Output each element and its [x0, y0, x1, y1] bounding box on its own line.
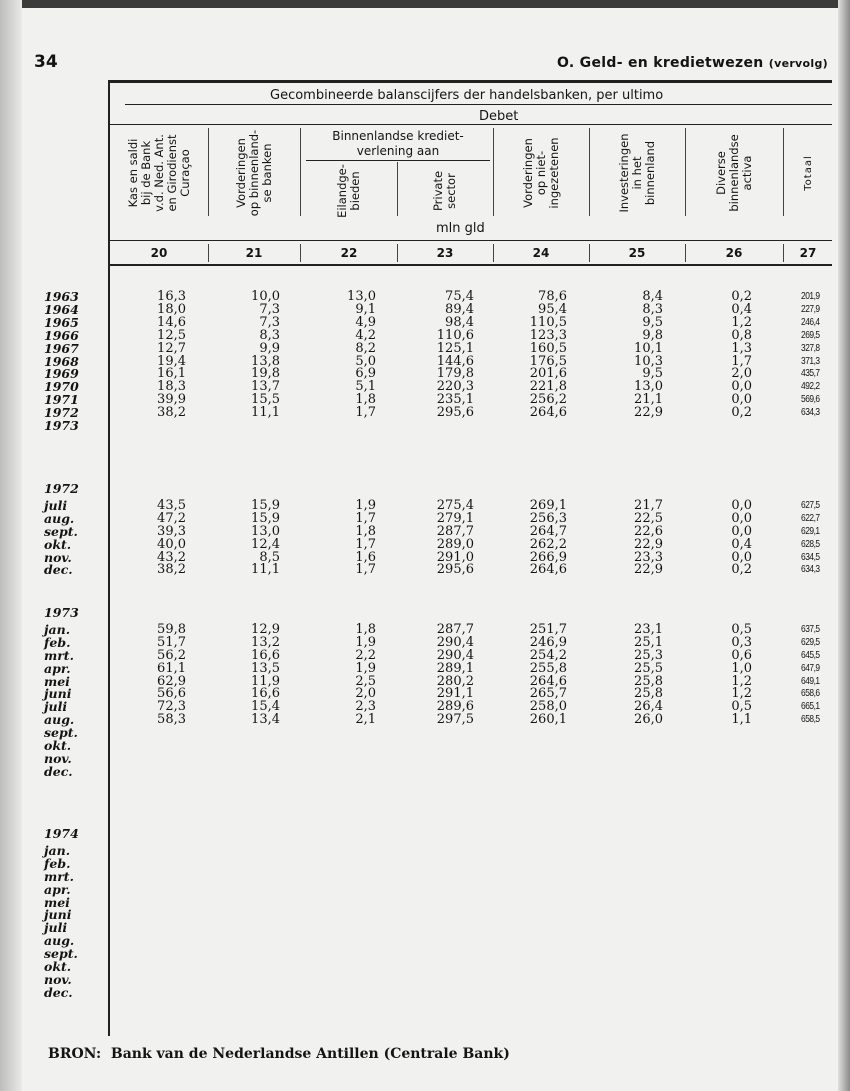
cell-col-22: 1,7: [355, 405, 376, 421]
cell-col-21: 13,0: [251, 523, 280, 539]
row-label: feb.: [44, 855, 71, 871]
cell-col-23: 287,7: [436, 621, 474, 637]
cell-col-26: 0,5: [731, 621, 752, 637]
unit-rule: [110, 240, 832, 241]
section-title-text: O. Geld- en kredietwezen: [557, 55, 764, 71]
cell-col-25: 9,5: [642, 314, 663, 330]
cell-col-20: 39,3: [157, 523, 186, 539]
cell-col-21: 11,1: [251, 405, 280, 421]
cell-col-21: 13,2: [251, 634, 280, 650]
cell-col-22: 4,9: [355, 314, 376, 330]
cell-col-21: 7,3: [259, 314, 280, 330]
table-bottom: [108, 1034, 110, 1036]
row-label: juli: [44, 699, 68, 715]
cell-col-23: 289,1: [436, 660, 474, 676]
cell-col-24: 95,4: [538, 301, 567, 317]
cell-col-27: 622,7: [801, 511, 820, 524]
cell-col-24: 258,0: [529, 699, 567, 715]
cell-col-26: 0,0: [731, 523, 752, 539]
cell-col-21: 10,0: [251, 289, 280, 304]
row-label: jan.: [44, 621, 71, 637]
cell-col-23: 75,4: [445, 289, 474, 304]
cell-col-26: 1,3: [731, 340, 752, 356]
cell-col-20: 56,6: [157, 686, 186, 702]
cell-col-26: 0,4: [731, 301, 752, 317]
column-number-25: 25: [628, 246, 646, 260]
cell-col-27: 645,5: [801, 648, 820, 661]
row-label: apr.: [44, 881, 71, 897]
cell-col-24: 264,6: [529, 562, 567, 578]
cell-col-25: 23,3: [634, 549, 663, 565]
cell-col-24: 260,1: [529, 712, 567, 728]
cell-col-21: 13,7: [251, 379, 280, 395]
cell-col-20: 43,5: [157, 497, 186, 513]
table-title: Gecombineerde balanscijfers der handelsbanken, per ultimo: [270, 88, 664, 103]
cell-col-26: 0,2: [731, 289, 752, 304]
cell-col-23: 295,6: [436, 562, 474, 578]
cell-col-21: 8,5: [259, 549, 280, 565]
cell-col-27: 637,5: [801, 622, 820, 635]
cell-col-26: 1,7: [731, 353, 752, 369]
cell-col-20: 43,2: [157, 549, 186, 565]
cell-col-22: 1,9: [355, 497, 376, 513]
cell-col-25: 25,3: [634, 647, 663, 663]
cell-col-22: 4,2: [355, 327, 376, 343]
cell-col-22: 1,6: [355, 549, 376, 565]
cell-col-27: 201,9: [801, 290, 820, 302]
column-number-24: 24: [532, 246, 550, 260]
column-header-24: Vorderingen op niet- ingezetenen: [520, 137, 561, 209]
cell-col-25: 9,5: [642, 366, 663, 382]
cell-col-25: 21,7: [634, 497, 663, 513]
cell-col-22: 2,0: [355, 686, 376, 702]
row-label: aug.: [44, 933, 75, 949]
cell-col-26: 0,3: [731, 634, 752, 650]
cell-col-27: 628,5: [801, 537, 820, 550]
cell-col-27: 665,1: [801, 700, 820, 713]
cell-col-22: 1,7: [355, 536, 376, 552]
cell-col-27: 629,5: [801, 635, 820, 648]
cell-col-23: 280,2: [436, 673, 474, 689]
cell-col-25: 21,1: [634, 392, 663, 408]
cell-col-27: 634,5: [801, 550, 820, 563]
row-label: 1966: [44, 327, 79, 343]
section-title-suffix: (vervolg): [768, 57, 828, 70]
row-label: okt.: [44, 738, 72, 753]
row-label: juni: [44, 907, 72, 923]
cell-col-21: 11,1: [251, 562, 280, 578]
column-number-27: 27: [799, 246, 817, 260]
row-label: 1973: [44, 418, 79, 433]
scan-top-edge: [0, 0, 850, 8]
cell-col-20: 56,2: [157, 647, 186, 663]
cell-col-21: 13,5: [251, 660, 280, 676]
cell-col-26: 0,0: [731, 379, 752, 395]
cell-col-25: 25,1: [634, 634, 663, 650]
cell-col-23: 287,7: [436, 523, 474, 539]
cell-col-26: 0,5: [731, 699, 752, 715]
cell-col-22: 2,5: [355, 673, 376, 689]
cell-col-24: 123,3: [529, 327, 567, 343]
cell-col-22: 1,7: [355, 562, 376, 578]
cell-col-27: 269,5: [801, 328, 820, 341]
cell-col-25: 25,8: [634, 686, 663, 702]
row-label: dec.: [44, 984, 73, 1000]
cell-col-21: 15,5: [251, 392, 280, 408]
row-label: dec.: [44, 562, 73, 578]
column-divider: [685, 128, 686, 216]
cell-col-23: 289,6: [436, 699, 474, 715]
cell-col-23: 291,0: [436, 549, 474, 565]
cell-col-24: 256,3: [529, 510, 567, 526]
cell-col-21: 16,6: [251, 686, 280, 702]
row-label: aug.: [44, 510, 75, 526]
row-label: 1971: [44, 392, 79, 408]
cell-col-24: 176,5: [529, 353, 567, 369]
column-header-21: Vorderingen op binnenland- se banken: [233, 129, 274, 217]
cell-col-20: 39,9: [157, 392, 186, 408]
cell-col-23: 297,5: [436, 712, 474, 728]
cell-col-23: 235,1: [436, 392, 474, 408]
cell-col-27: 327,8: [801, 341, 820, 354]
cell-col-26: 0,4: [731, 536, 752, 552]
cell-col-20: 51,7: [157, 634, 186, 650]
cell-col-20: 12,5: [157, 327, 186, 343]
column-number-divider: [685, 244, 686, 262]
cell-col-22: 1,8: [355, 621, 376, 637]
cell-col-25: 22,9: [634, 536, 663, 552]
row-label: 1964: [44, 301, 79, 317]
cell-col-20: 38,2: [157, 562, 186, 578]
column-number-divider: [589, 244, 590, 262]
cell-col-20: 18,3: [157, 379, 186, 395]
row-label: sept.: [44, 946, 78, 962]
cell-col-27: 371,3: [801, 354, 820, 367]
cell-col-24: 251,7: [529, 621, 567, 637]
cell-col-23: 220,3: [436, 379, 474, 395]
cell-col-22: 1,8: [355, 392, 376, 408]
column-number-20: 20: [150, 246, 168, 260]
row-label: 1963: [44, 289, 79, 304]
group-rule: [306, 160, 490, 161]
cell-col-27: 246,4: [801, 315, 820, 328]
cell-col-20: 61,1: [157, 660, 186, 676]
cell-col-24: 266,9: [529, 549, 567, 565]
cell-col-26: 1,2: [731, 673, 752, 689]
cell-col-20: 40,0: [157, 536, 186, 552]
cell-col-27: 649,1: [801, 674, 820, 687]
cell-col-21: 15,9: [251, 497, 280, 513]
cell-col-25: 26,0: [634, 712, 663, 728]
cell-col-22: 2,2: [355, 647, 376, 663]
cell-col-25: 8,3: [642, 301, 663, 317]
title-rule: [125, 104, 832, 105]
cell-col-25: 25,8: [634, 673, 663, 689]
cell-col-20: 62,9: [157, 673, 186, 689]
row-label: jan.: [44, 842, 71, 858]
cell-col-24: 201,6: [529, 366, 567, 382]
row-label: feb.: [44, 634, 71, 650]
column-header-27: Totaal: [802, 155, 814, 191]
scan-left-edge: [0, 0, 22, 1091]
cell-col-26: 1,2: [731, 686, 752, 702]
column-number-divider: [493, 244, 494, 262]
column-number-divider: [397, 244, 398, 262]
cell-col-21: 13,4: [251, 712, 280, 728]
cell-col-26: 0,0: [731, 510, 752, 526]
cell-col-25: 22,9: [634, 562, 663, 578]
column-header-20: Kas en saldi bij de Bank v.d. Ned. Ant. en Girodienst Curaçao: [125, 134, 192, 212]
cell-col-20: 16,1: [157, 366, 186, 382]
cell-col-27: 569,6: [801, 393, 820, 406]
cell-col-21: 13,8: [251, 353, 280, 369]
cell-col-26: 1,2: [731, 314, 752, 330]
cell-col-25: 22,9: [634, 405, 663, 421]
cell-col-21: 12,9: [251, 621, 280, 637]
cell-col-24: 269,1: [529, 497, 567, 513]
debet-label: Debet: [479, 109, 519, 124]
cell-col-26: 1,0: [731, 660, 752, 676]
cell-col-20: 38,2: [157, 405, 186, 421]
cell-col-27: 647,9: [801, 661, 820, 674]
cell-col-27: 634,3: [801, 406, 820, 419]
cell-col-23: 290,4: [436, 634, 474, 650]
cell-col-22: 2,1: [355, 712, 376, 728]
cell-col-20: 12,7: [157, 340, 186, 356]
cell-col-25: 8,4: [642, 289, 663, 304]
cell-col-21: 16,6: [251, 647, 280, 663]
cell-col-24: 221,8: [529, 379, 567, 395]
cell-col-23: 295,6: [436, 405, 474, 421]
cell-col-22: 13,0: [347, 289, 376, 304]
row-label: sept.: [44, 725, 78, 741]
cell-col-23: 275,4: [436, 497, 474, 513]
cell-col-20: 47,2: [157, 510, 186, 526]
cell-col-20: 59,8: [157, 621, 186, 637]
cell-col-23: 290,4: [436, 647, 474, 663]
cell-col-22: 8,2: [355, 340, 376, 356]
debet-rule: [110, 124, 832, 125]
cell-col-22: 1,9: [355, 660, 376, 676]
row-label: okt.: [44, 536, 72, 552]
cell-col-24: 110,5: [529, 314, 567, 330]
cell-col-26: 0,2: [731, 562, 752, 578]
column-divider: [589, 128, 590, 216]
cell-col-27: 227,9: [801, 302, 820, 315]
cell-col-21: 8,3: [259, 327, 280, 343]
cell-col-24: 265,7: [529, 686, 567, 702]
cell-col-25: 22,6: [634, 523, 663, 539]
cell-col-25: 25,5: [634, 660, 663, 676]
row-label: nov.: [44, 971, 72, 987]
source-note: BRON: Bank van de Nederlandse Antillen (Centrale Bank): [48, 1046, 510, 1062]
cell-col-26: 0,0: [731, 392, 752, 408]
cell-col-21: 12,4: [251, 536, 280, 552]
cell-col-22: 2,3: [355, 699, 376, 715]
cell-col-21: 9,9: [259, 340, 280, 356]
cell-col-24: 264,6: [529, 673, 567, 689]
column-number-21: 21: [245, 246, 263, 260]
cell-col-25: 13,0: [634, 379, 663, 395]
column-number-divider: [300, 244, 301, 262]
column-divider: [397, 162, 398, 216]
cell-col-22: 5,1: [355, 379, 376, 395]
cell-col-22: 1,8: [355, 523, 376, 539]
cell-col-22: 5,0: [355, 353, 376, 369]
cell-col-25: 9,8: [642, 327, 663, 343]
row-label: mrt.: [44, 647, 74, 663]
row-label: dec.: [44, 763, 73, 779]
section-year-heading: 1972: [44, 481, 79, 496]
cell-col-22: 9,1: [355, 301, 376, 317]
cell-col-21: 15,4: [251, 699, 280, 715]
section-year-heading: 1974: [44, 826, 79, 841]
column-header-22: Eilandge- bieden: [335, 164, 362, 218]
header-bottom-rule: [110, 264, 832, 266]
cell-col-27: 629,1: [801, 524, 820, 537]
row-label: mei: [44, 894, 70, 910]
cell-col-23: 89,4: [445, 301, 474, 317]
cell-col-23: 291,1: [436, 686, 474, 702]
cell-col-26: 0,6: [731, 647, 752, 663]
row-label: 1968: [44, 353, 79, 369]
cell-col-24: 262,2: [529, 536, 567, 552]
cell-col-26: 0,8: [731, 327, 752, 343]
cell-col-27: 658,6: [801, 687, 820, 700]
cell-col-27: 658,5: [801, 713, 820, 726]
row-label: 1965: [44, 314, 79, 330]
column-divider: [300, 128, 301, 216]
column-divider: [208, 128, 209, 216]
cell-col-25: 23,1: [634, 621, 663, 637]
cell-col-22: 6,9: [355, 366, 376, 382]
table-top-rule: [110, 80, 832, 83]
row-label: juli: [44, 920, 68, 936]
row-label: mrt.: [44, 868, 74, 884]
cell-col-20: 14,6: [157, 314, 186, 330]
row-label: nov.: [44, 750, 72, 766]
cell-col-23: 110,6: [436, 327, 474, 343]
row-label: 1972: [44, 405, 79, 421]
row-label: sept.: [44, 523, 78, 539]
row-label: okt.: [44, 959, 72, 974]
column-number-divider: [208, 244, 209, 262]
cell-col-20: 18,0: [157, 301, 186, 317]
cell-col-23: 289,0: [436, 536, 474, 552]
stub-divider: [108, 80, 110, 1036]
cell-col-27: 634,3: [801, 563, 820, 576]
column-number-26: 26: [725, 246, 743, 260]
cell-col-20: 72,3: [157, 699, 186, 715]
row-label: 1967: [44, 340, 79, 356]
column-number-divider: [783, 244, 784, 262]
cell-col-24: 264,7: [529, 523, 567, 539]
cell-col-24: 256,2: [529, 392, 567, 408]
cell-col-20: 16,3: [157, 289, 186, 304]
cell-col-21: 15,9: [251, 510, 280, 526]
section-year-heading: 1973: [44, 605, 79, 620]
cell-col-24: 254,2: [529, 647, 567, 663]
cell-col-20: 58,3: [157, 712, 186, 728]
cell-col-25: 26,4: [634, 699, 663, 715]
cell-col-26: 0,0: [731, 549, 752, 565]
cell-col-23: 144,6: [436, 353, 474, 369]
row-label: 1970: [44, 379, 79, 395]
unit-label: mln gld: [436, 221, 485, 236]
column-number-22: 22: [340, 246, 358, 260]
cell-col-24: 160,5: [529, 340, 567, 356]
column-header-25: Investeringen in het binnenland: [616, 133, 657, 213]
row-label: 1969: [44, 366, 79, 382]
cell-col-24: 246,9: [529, 634, 567, 650]
cell-col-25: 10,3: [634, 353, 663, 369]
section-title: [557, 55, 828, 71]
cell-col-26: 0,2: [731, 405, 752, 421]
cell-col-26: 0,0: [731, 497, 752, 513]
cell-col-20: 19,4: [157, 353, 186, 369]
column-number-23: 23: [436, 246, 454, 260]
cell-col-25: 10,1: [634, 340, 663, 356]
cell-col-23: 179,8: [436, 366, 474, 382]
cell-col-22: 1,9: [355, 634, 376, 650]
cell-col-22: 1,7: [355, 510, 376, 526]
cell-col-23: 279,1: [436, 510, 474, 526]
cell-col-27: 492,2: [801, 380, 820, 393]
row-label: mei: [44, 673, 70, 689]
cell-col-24: 78,6: [538, 289, 567, 304]
cell-col-21: 19,8: [251, 366, 280, 382]
column-header-26: Diverse binnenlandse activa: [713, 134, 754, 212]
cell-col-24: 255,8: [529, 660, 567, 676]
row-label: juni: [44, 686, 72, 702]
cell-col-26: 2,0: [731, 366, 752, 382]
cell-col-27: 435,7: [801, 367, 820, 380]
cell-col-24: 264,6: [529, 405, 567, 421]
cell-col-26: 1,1: [731, 712, 752, 728]
row-label: juli: [44, 497, 68, 513]
row-label: apr.: [44, 660, 71, 676]
cell-col-21: 11,9: [251, 673, 280, 689]
cell-col-23: 98,4: [445, 314, 474, 330]
row-label: aug.: [44, 712, 75, 728]
group-header: Binnenlandse krediet- verlening aan: [332, 129, 464, 158]
cell-col-21: 7,3: [259, 301, 280, 317]
column-divider: [493, 128, 494, 216]
row-label: nov.: [44, 549, 72, 565]
cell-col-23: 125,1: [436, 340, 474, 356]
column-header-23: Private sector: [431, 170, 458, 212]
page-number: 34: [34, 52, 58, 72]
cell-col-25: 22,5: [634, 510, 663, 526]
cell-col-27: 627,5: [801, 498, 820, 511]
